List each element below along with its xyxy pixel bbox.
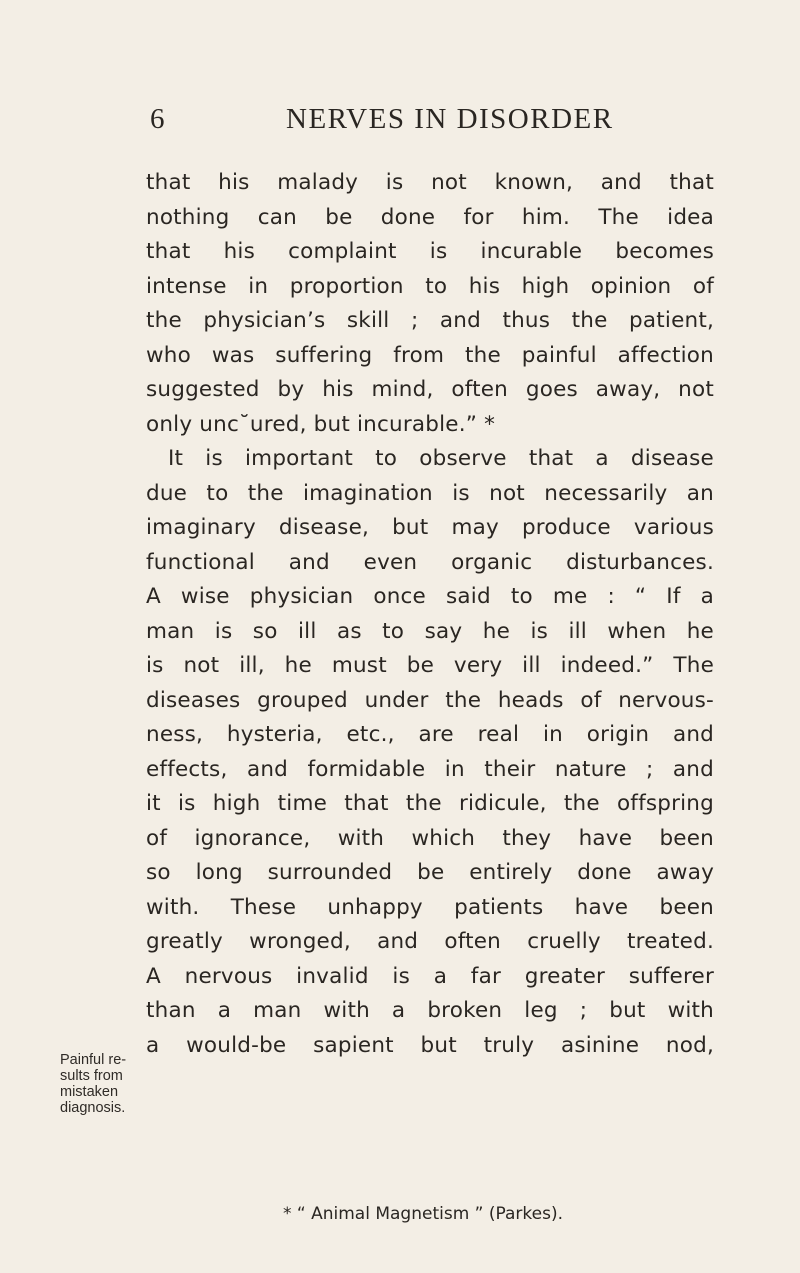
text-line: only unc˘ured, but incurable.” *: [146, 411, 496, 437]
text-line: intense in proportion to his high opinion of: [146, 273, 714, 299]
margin-note-line: sults from: [60, 1068, 123, 1084]
margin-note-line: Painful re-: [60, 1052, 127, 1068]
margin-note-line: mistaken: [60, 1084, 119, 1100]
footnote: * “ Animal Magnetism ” (Parkes).: [283, 1204, 563, 1224]
text-line: who was suffering from the painful affection: [146, 342, 714, 368]
text-line: imaginary disease, but may produce various: [146, 515, 714, 540]
text-line: due to the imagination is not necessarily an: [146, 480, 714, 506]
page-number: 6: [150, 103, 166, 135]
text-line: with. These unhappy patients have been: [146, 894, 714, 920]
text-line: of ignorance, with which they have been: [146, 825, 714, 851]
running-title: NERVES IN DISORDER: [286, 103, 614, 135]
text-line: that his complaint is incurable becomes: [146, 239, 714, 264]
running-head: [0, 103, 800, 143]
text-line: A nervous invalid is a far greater sufferer: [146, 963, 714, 989]
text-line: effects, and formidable in their nature ; and: [146, 756, 714, 782]
text-line: than a man with a broken leg ; but with: [146, 998, 714, 1023]
text-line: so long surrounded be entirely done away: [146, 860, 714, 885]
text-line: nothing can be done for him. The idea: [146, 204, 714, 230]
text-line: it is high time that the ridicule, the offspring: [146, 791, 714, 816]
text-line: ness, hysteria, etc., are real in origin and: [146, 722, 714, 747]
text-line: It is important to observe that a disease: [168, 446, 714, 471]
margin-note: [60, 1052, 144, 1116]
text-line: A wise physician once said to me : “ If a: [146, 584, 714, 609]
text-line: man is so ill as to say he is ill when he: [146, 618, 714, 644]
text-line: that his malady is not known, and that: [146, 170, 714, 195]
text-line: suggested by his mind, often goes away, not: [146, 377, 714, 402]
text-line: a would-be sapient but truly asinine nod,: [146, 1032, 714, 1058]
text-line: the physician’s skill ; and thus the patient,: [146, 308, 714, 333]
text-line: is not ill, he must be very ill indeed.” The: [146, 653, 714, 678]
text-line: functional and even organic disturbances.: [146, 549, 714, 575]
body-text: [146, 166, 714, 1063]
text-line: diseases grouped under the heads of nervous-: [146, 687, 714, 713]
text-line: greatly wronged, and often cruelly treated.: [146, 929, 714, 954]
margin-note-line: diagnosis.: [60, 1100, 126, 1116]
